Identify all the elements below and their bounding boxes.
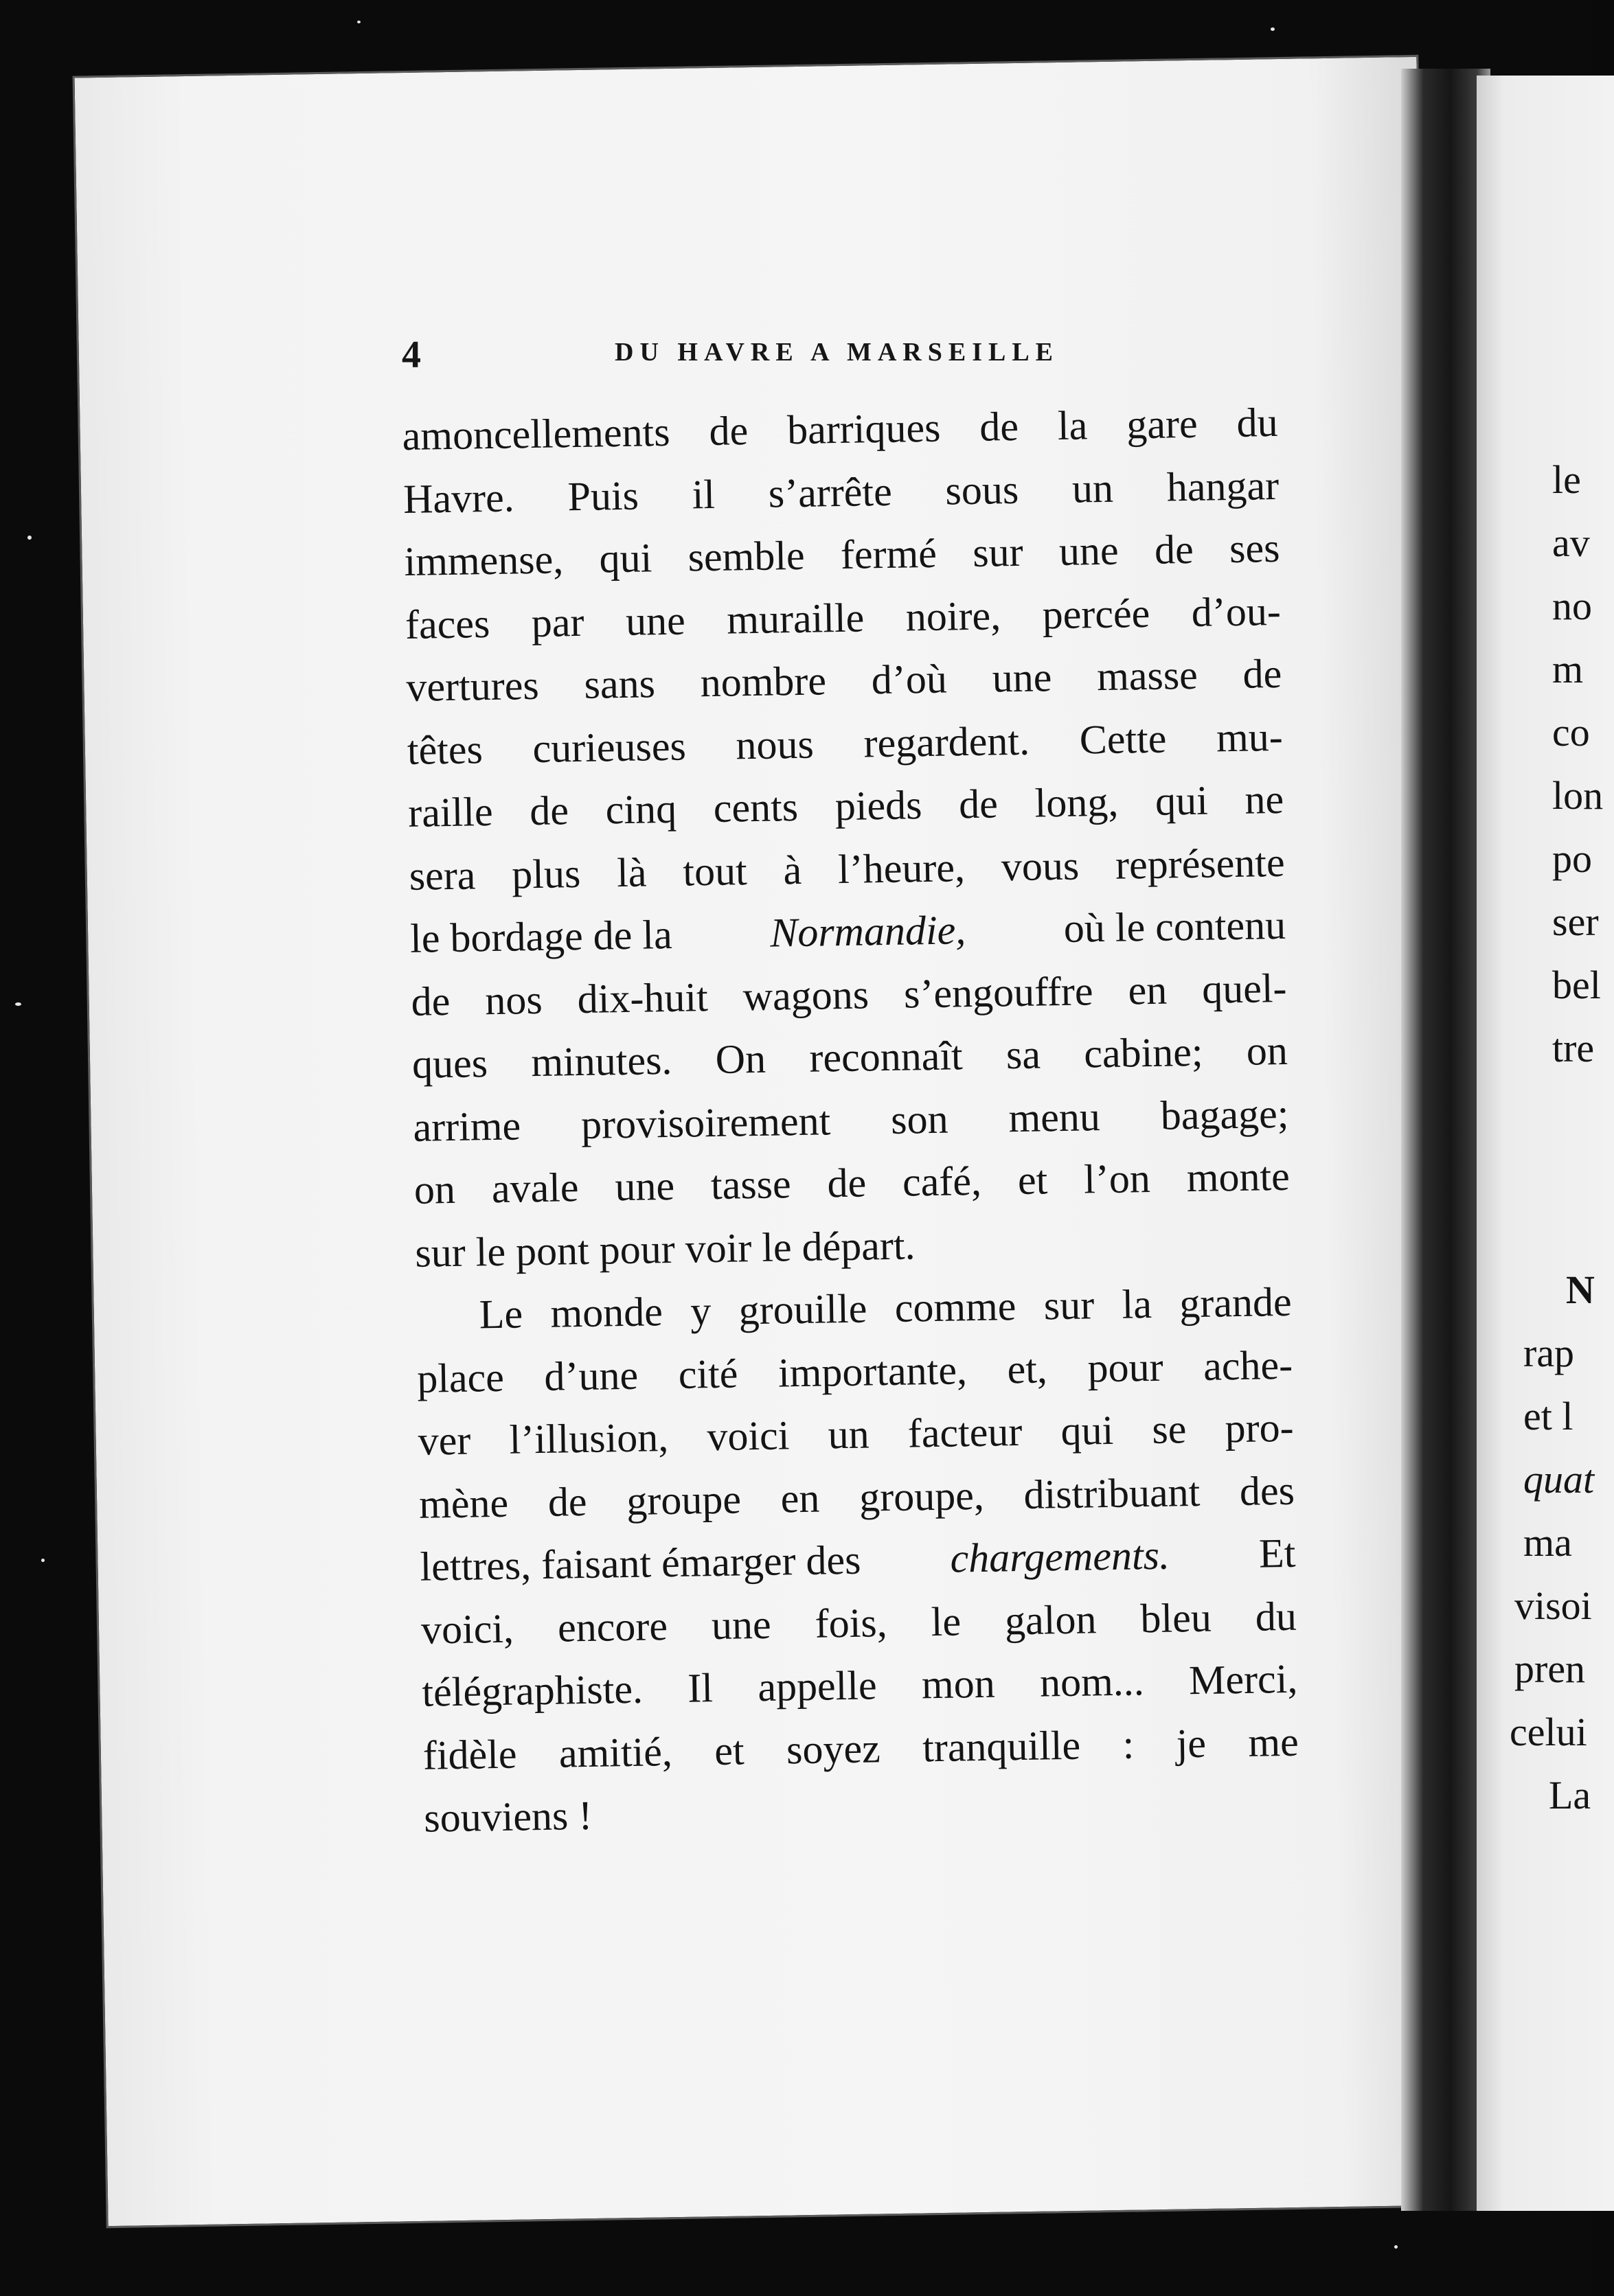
text-run: Et: [1258, 1530, 1296, 1576]
paragraph-1: [402, 391, 1291, 1285]
facing-line: av: [1552, 520, 1590, 565]
text-line: têtes curieuses nous regardent. Cette mu-: [407, 713, 1284, 773]
dust-speck: [1394, 2245, 1398, 2249]
page-body-text: [402, 391, 1300, 1850]
text-line: Le monde y grouille comme sur la grande: [479, 1278, 1293, 1338]
text-line: ques minutes. On reconnaît sa cabine; on: [411, 1027, 1288, 1087]
facing-line: La: [1549, 1773, 1591, 1817]
dust-speck: [15, 1002, 21, 1006]
facing-line: co: [1552, 710, 1590, 755]
text-line: on avale une tasse de café, et l’on monte: [413, 1153, 1291, 1213]
facing-line: rap: [1523, 1331, 1575, 1375]
dust-speck: [1271, 27, 1275, 31]
dust-speck: [27, 536, 32, 540]
right-facing-page: [1477, 76, 1614, 2211]
running-title: DU HAVRE A MARSEILLE: [615, 338, 1060, 367]
text-line: de nos dix-huit wagons s’engouffre en quel-: [411, 965, 1287, 1024]
facing-line: ser: [1552, 899, 1599, 944]
text-line: ver l’illusion, voici un facteur qui se pro-: [418, 1404, 1295, 1464]
text-line: faces par une muraille noire, percée d’ou-: [405, 588, 1282, 647]
text-line: vertures sans nombre d’où une masse de: [405, 650, 1282, 710]
facing-line: m: [1552, 647, 1584, 691]
facing-line: le: [1552, 457, 1581, 502]
text-line: télégraphiste. Il appelle mon nom... Merci,: [421, 1655, 1298, 1715]
text-line: sera plus là tout à l’heure, vous représente: [409, 839, 1286, 899]
dust-speck: [357, 21, 361, 23]
facing-line: bel: [1552, 963, 1601, 1007]
italic-term: chargements.: [950, 1532, 1170, 1581]
text-line: voici, encore une fois, le galon bleu du: [420, 1593, 1297, 1653]
facing-line: visoi: [1514, 1583, 1592, 1628]
text-run: où le contenu: [1063, 902, 1286, 951]
italic-ship-name: Normandie,: [769, 907, 966, 956]
facing-line: celui: [1510, 1710, 1587, 1754]
text-line: sur le pont pour voir le départ.: [414, 1221, 916, 1276]
facing-line: po: [1552, 836, 1592, 881]
facing-line: N: [1566, 1267, 1595, 1312]
paragraph-2: [416, 1271, 1300, 1850]
page-number: 4: [402, 334, 421, 376]
facing-line: et l: [1523, 1394, 1573, 1438]
text-line: arrime provisoirement son menu bagage;: [412, 1090, 1289, 1150]
facing-line: quat: [1523, 1457, 1595, 1502]
dust-speck: [41, 1559, 45, 1562]
text-line: mène de groupe en groupe, distribuant des: [418, 1467, 1295, 1527]
text-line: place d’une cité importante, et, pour ache-: [416, 1342, 1293, 1401]
text-line: raille de cinq cents pieds de long, qui ne: [407, 776, 1284, 836]
facing-line: no: [1552, 584, 1592, 628]
facing-line: ma: [1523, 1520, 1572, 1565]
text-line: amoncellements de barriques de la gare du: [402, 399, 1279, 459]
text-line: souviens !: [423, 1792, 593, 1841]
text-run: le bordage de la: [409, 911, 673, 961]
text-line: Havre. Puis il s’arrête sous un hangar: [402, 462, 1280, 522]
facing-line: tre: [1552, 1026, 1595, 1070]
text-line: fidèle amitié, et soyez tranquille : je me: [422, 1719, 1299, 1778]
text-run: lettres, faisant émarger des: [420, 1537, 861, 1589]
text-line: immense, qui semble fermé sur une de ses: [404, 525, 1280, 584]
facing-line: lon: [1552, 773, 1604, 818]
facing-line: pren: [1514, 1646, 1586, 1691]
